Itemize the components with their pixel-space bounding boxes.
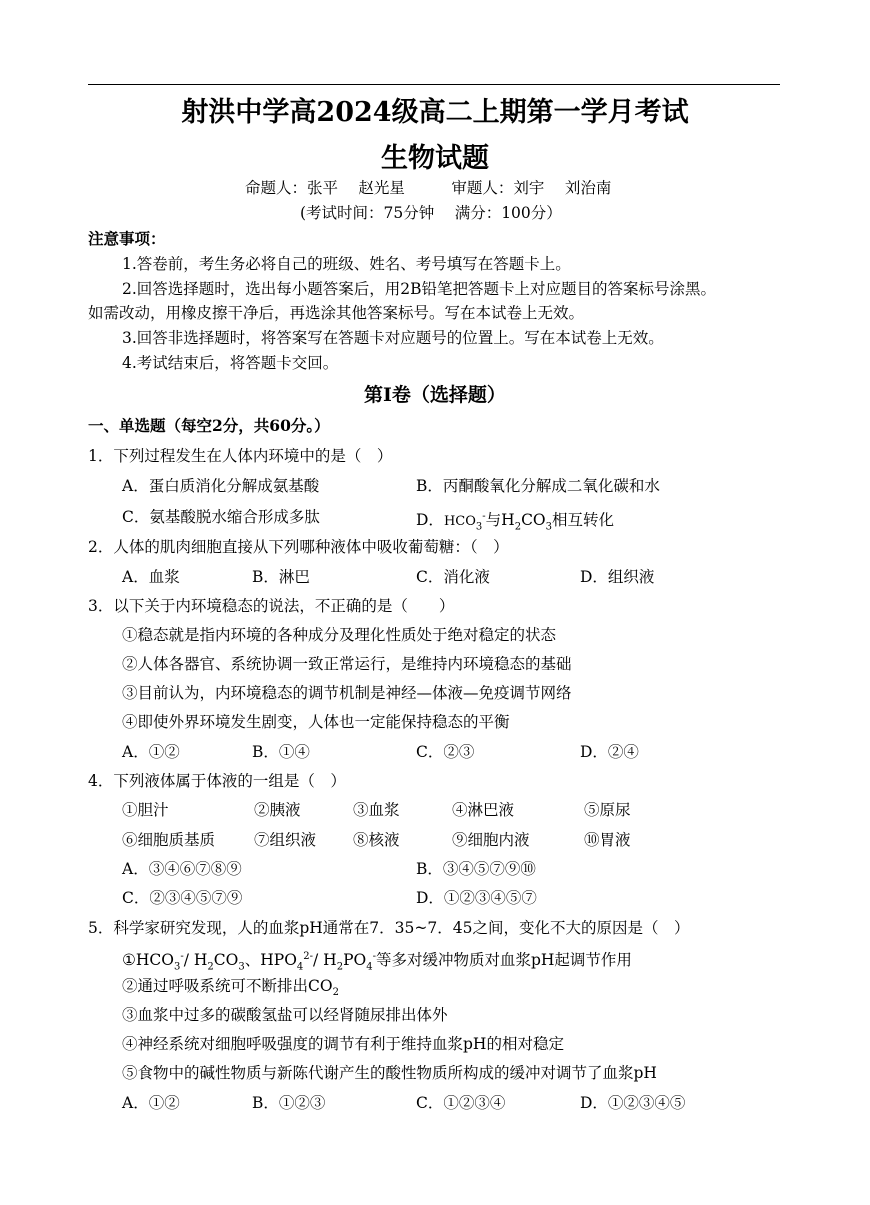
- notice-item: 1.答卷前，考生务必将自己的班级、姓名、考号填写在答题卡上。: [122, 255, 571, 273]
- liquid-item: ①胆汁: [122, 801, 169, 819]
- statement: ②通过呼吸系统可不断排出$CO_2$: [122, 977, 339, 999]
- exam-time-line: (考试时间：75分钟 满分：100分）: [300, 204, 562, 222]
- liquid-item: ⑧核液: [353, 831, 400, 849]
- option-a: A．③④⑥⑦⑧⑨: [122, 860, 242, 878]
- liquid-item: ⑤原尿: [584, 801, 631, 819]
- option-a: A．蛋白质消化分解成氨基酸: [122, 477, 320, 495]
- exam-title: 射洪中学高2024级高二上期第一学月考试: [181, 97, 689, 128]
- option-d: D．①②③④⑤⑦: [416, 889, 537, 907]
- statement: $①HCO_3^-/$ $H_2CO_3$、$HPO_4^{2-}/$ $H_2PO_4^-$等多对缓冲物质对血浆pH起调节作用: [122, 951, 632, 973]
- liquid-item: ⑨细胞内液: [452, 831, 530, 849]
- statement: ④神经系统对细胞呼吸强度的调节有利于维持血浆pH的相对稳定: [122, 1035, 564, 1053]
- option-b: B．丙酮酸氧化分解成二氧化碳和水: [416, 477, 660, 495]
- question-stem: 3．以下关于内环境稳态的说法，不正确的是（ ）: [88, 597, 455, 615]
- liquid-item: ⑥细胞质基质: [122, 831, 216, 849]
- header-rule: [88, 84, 780, 85]
- liquid-item: ④淋巴液: [452, 801, 515, 819]
- option-d: D．②④: [580, 743, 639, 761]
- option-a: A．①②: [122, 1094, 180, 1112]
- option-b: B．①②③: [252, 1094, 326, 1112]
- question-stem: 2．人体的肌肉细胞直接从下列哪种液体中吸收葡萄糖：（ ）: [88, 538, 509, 556]
- question-stem: 1．下列过程发生在人体内环境中的是（ ）: [88, 447, 393, 465]
- option-a: A．血浆: [122, 568, 180, 586]
- notice-item: 如需改动，用橡皮擦干净后，再选涂其他答案标号。写在本试卷上无效。: [88, 304, 585, 322]
- statement: ④即使外界环境发生剧变，人体也一定能保持稳态的平衡: [122, 713, 510, 731]
- notice-item: 2.回答选择题时，选出每小题答案后，用2B铅笔把答题卡上对应题目的答案标号涂黑。: [122, 280, 717, 298]
- liquid-item: ③血浆: [353, 801, 400, 819]
- exam-subtitle: 生物试题: [381, 143, 489, 174]
- statement: ⑤食物中的碱性物质与新陈代谢产生的酸性物质所构成的缓冲对调节了血浆pH: [122, 1064, 657, 1082]
- option-a: A．①②: [122, 743, 180, 761]
- statement: ②人体各器官、系统协调一致正常运行，是维持内环境稳态的基础: [122, 655, 572, 673]
- liquid-item: ②胰液: [254, 801, 301, 819]
- option-c: C．消化液: [416, 568, 490, 586]
- liquid-item: ⑩胃液: [584, 831, 631, 849]
- liquid-item: ⑦组织液: [254, 831, 317, 849]
- authors-line: 命题人：张平 赵光星 审题人：刘宇 刘治南: [245, 179, 612, 197]
- question-stem: 4．下列液体属于体液的一组是（ ）: [88, 772, 346, 790]
- statement: ①稳态就是指内环境的各种成分及理化性质处于绝对稳定的状态: [122, 626, 557, 644]
- part-heading: 一、单选题（每空2分，共60分。）: [88, 416, 330, 435]
- option-b: B．淋巴: [252, 568, 310, 586]
- option-c: C．氨基酸脱水缩合形成多肽: [122, 508, 320, 526]
- question-stem: 5．科学家研究发现，人的血浆pH通常在7．35~7．45之间，变化不大的原因是（ ）: [88, 919, 690, 937]
- option-c: C．①②③④: [416, 1094, 506, 1112]
- option-c: C．②③: [416, 743, 475, 761]
- option-b: B．①④: [252, 743, 310, 761]
- option-d: D．①②③④⑤: [580, 1094, 686, 1112]
- notice-item: 4.考试结束后，将答题卡交回。: [122, 354, 339, 372]
- option-b: B．③④⑤⑦⑨⑩: [416, 860, 536, 878]
- statement: ③血浆中过多的碳酸氢盐可以经肾随尿排出体外: [122, 1006, 448, 1024]
- section-title: 第I卷（选择题）: [364, 384, 506, 406]
- notice-item: 3.回答非选择题时，将答案写在答题卡对应题号的位置上。写在本试卷上无效。: [122, 329, 664, 347]
- option-c: C．②③④⑤⑦⑨: [122, 889, 243, 907]
- option-d: D．$HCO_3^-$与$H_2CO_3$相互转化: [416, 511, 615, 533]
- statement: ③目前认为，内环境稳态的调节机制是神经—体液—免疫调节网络: [122, 684, 572, 702]
- notice-heading: 注意事项：: [88, 229, 166, 248]
- option-d: D．组织液: [580, 568, 655, 586]
